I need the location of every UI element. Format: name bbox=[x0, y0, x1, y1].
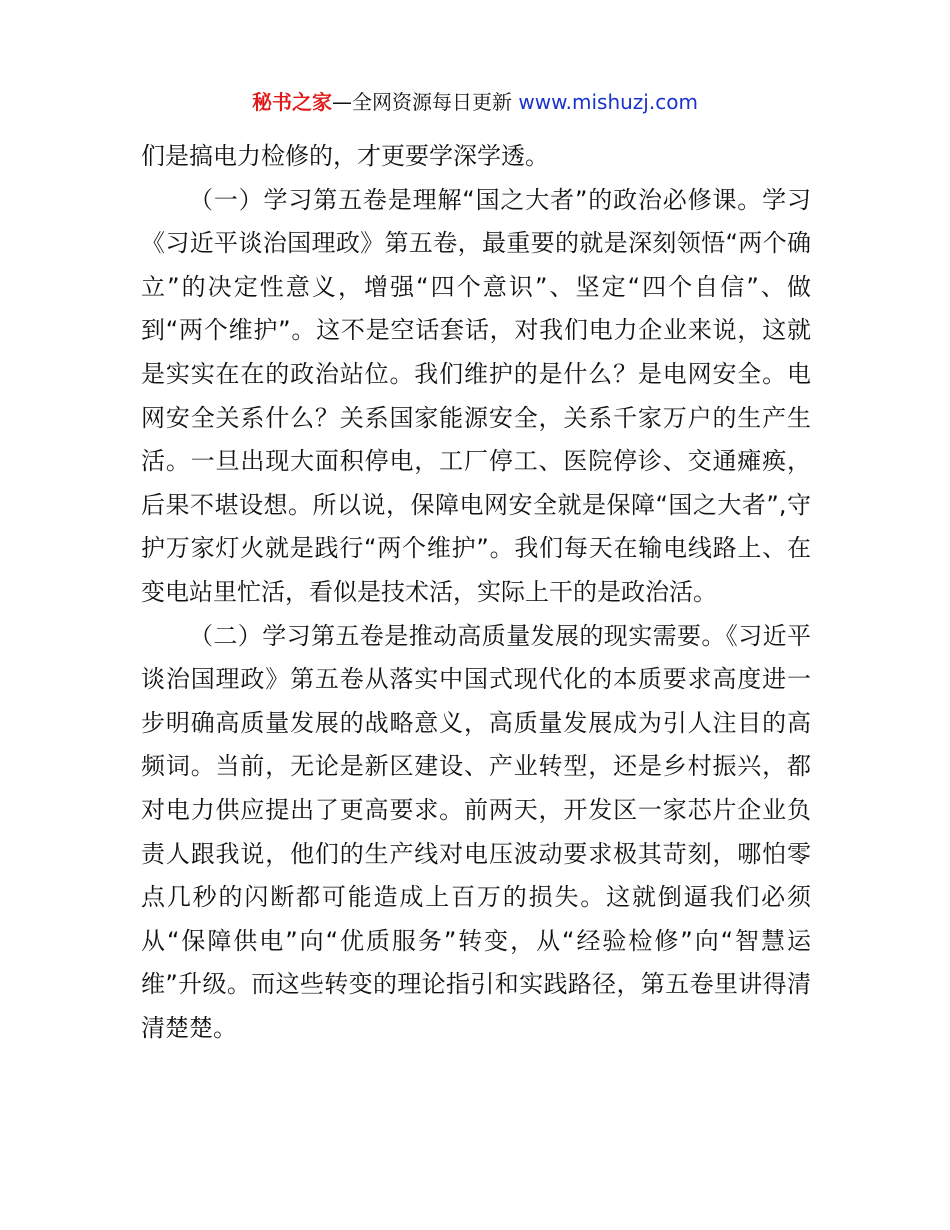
website-link[interactable]: www.mishuzj.com bbox=[518, 90, 698, 114]
header-tagline: —全网资源每日更新 bbox=[332, 90, 519, 114]
page-header bbox=[0, 86, 950, 118]
paragraph-section-one: （一）学习第五卷是理解“国之大者”的政治必修课。学习《习近平谈治国理政》第五卷，最重要的就是深刻领悟“两个确立”的决定性意义，增强“四个意识”、坚定“四个自信”、做到“两个维护”。这不是空话套话，对我们电力企业来说，这就是实实在在的政治站位。我们维护的是什么？是电网安全。电网安全关系什么？关系国家能源安全，关系千家万户的生产生活。一旦出现大面积停电，工厂停工、医院停诊、交通瘫痪，后果不堪设想。所以说，保障电网安全就是保障“国之大者”,守护万家灯火就是践行“两个维护”。我们每天在输电线路上、在变电站里忙活，看似是技术活，实际上干的是政治活。 bbox=[141, 185, 811, 606]
paragraph-continuation: 们是搞电力检修的，才更要学深学透。 bbox=[141, 142, 549, 170]
paragraph-section-two: （二）学习第五卷是推动高质量发展的现实需要。《习近平谈治国理政》第五卷从落实中国式现代化的本质要求高度进一步明确高质量发展的战略意义，高质量发展成为引人注目的高频词。当前，无论是新区建设、产业转型，还是乡村振兴，都对电力供应提出了更高要求。前两天，开发区一家芯片企业负责人跟我说，他们的生产线对电压波动要求极其苛刻，哪怕零点几秒的闪断都可能造成上百万的损失。这就倒逼我们必须从“保障供电”向“优质服务”转变，从“经验检修”向“智慧运维”升级。而这些转变的理论指引和实践路径，第五卷里讲得清清楚楚。 bbox=[141, 621, 811, 1042]
brand-name: 秘书之家 bbox=[252, 90, 333, 114]
document-body bbox=[141, 135, 811, 1050]
